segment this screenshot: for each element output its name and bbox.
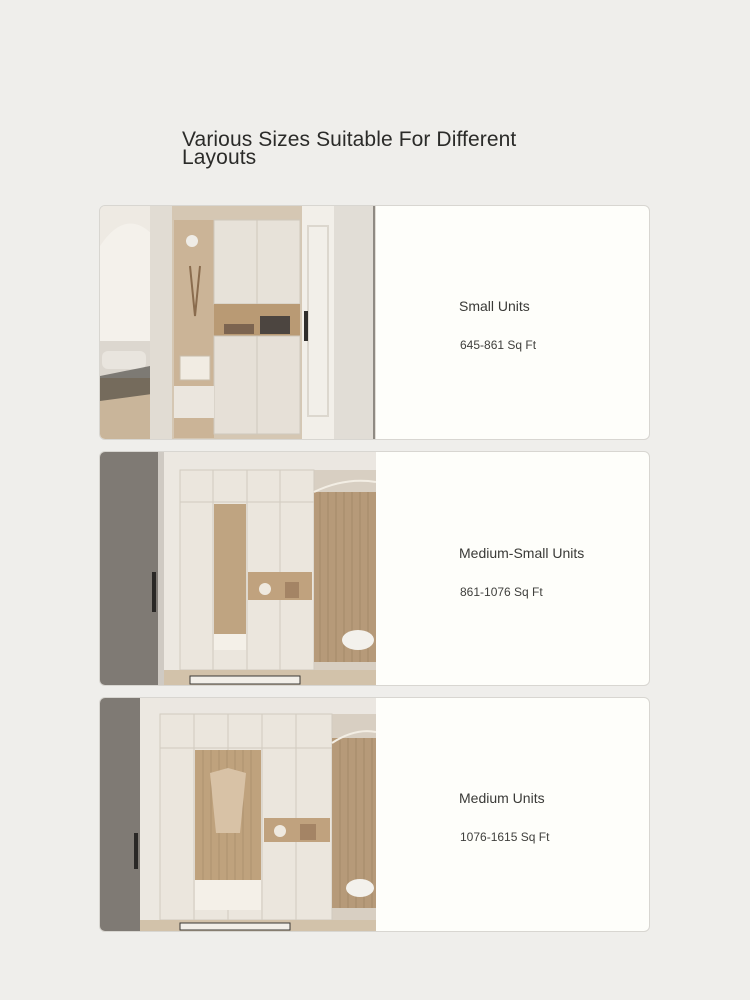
size-info-small: [459, 206, 649, 439]
size-info-medium: [459, 698, 649, 931]
unit-size-label: Medium Units: [459, 790, 545, 806]
size-card-small[interactable]: [99, 205, 650, 440]
cabinet-illustration-medium-small: [100, 452, 376, 685]
unit-area-range: 861-1076 Sq Ft: [460, 585, 543, 599]
cabinet-photo-medium: [100, 698, 376, 931]
cabinet-photo-small: [100, 206, 376, 439]
unit-area-range: 645-861 Sq Ft: [460, 338, 537, 352]
page-title: Various Sizes Suitable For Different Layouts: [182, 128, 517, 169]
cabinet-illustration-small: [100, 206, 376, 439]
unit-area-range: 1076-1615 Sq Ft: [460, 830, 550, 844]
cabinet-illustration-medium: [100, 698, 376, 931]
cabinet-photo-medium-small: [100, 452, 376, 685]
size-card-medium[interactable]: [99, 697, 650, 932]
size-card-medium-small[interactable]: [99, 451, 650, 686]
size-info-medium-small: [459, 452, 649, 685]
unit-size-label: Small Units: [459, 298, 530, 314]
unit-size-label: Medium-Small Units: [459, 545, 585, 561]
